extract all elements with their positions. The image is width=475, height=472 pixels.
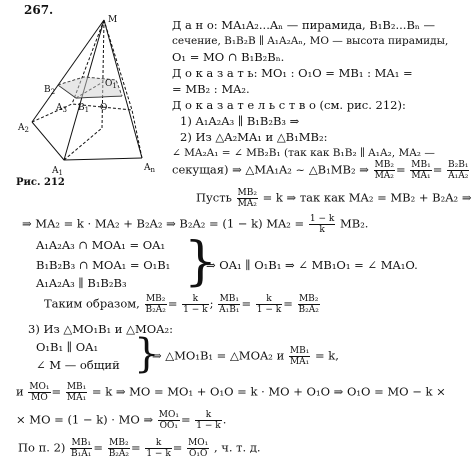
label-A2: $A_2$ — [18, 123, 29, 134]
step-2c: секущая) ⇒ △MA₁A₂ ~ △B₁MB₂ ⇒ $\frac{\text{MB₂}}{\text{MA₂}}$ = $\frac{\text{MB₁}}{\text{MA₁}}$ = $\frac{\text{B₂B₁}}{\text{A₁A₂}}$ — [172, 160, 469, 181]
edge-MA2 — [32, 20, 104, 122]
step-3: 3) Из △MO₁B₁ и △MOA₂: — [28, 322, 173, 336]
pyramid-figure — [4, 10, 169, 180]
sys1-result: ⇒ OA₁ ∥ O₁B₁ ⇒ ∠ MB₁O₁ = ∠ MA₁O. — [206, 258, 418, 272]
proof-heading: Д о к а з а т е л ь с т в о (см. рис. 212): — [172, 98, 406, 112]
thus-line: Таким образом, $\frac{\text{MB₂}}{\text{B₂A₂}}$ = $\frac{k}{1 - k}$ ; $\frac{\text{MB₁}}{\text{A₁B₁}}$ = $\frac{k}{1 - k}$ = $\frac{\text{MB₂}}{\text{B₂A₂}}$ — [44, 294, 319, 315]
sys2-a: O₁B₁ ∥ OA₁ — [36, 340, 99, 354]
step-2b: ∠ MA₂A₁ = ∠ MB₂B₁ (так как B₁B₂ ∥ A₁A₂, MA₂ — — [172, 147, 435, 159]
label-A1: $A_1$ — [52, 166, 63, 177]
final-line: По п. 2) $\frac{\text{MB₁}}{\text{B₁A₁}}$ = $\frac{\text{MB₂}}{\text{B₂A₂}}$ = $\frac{k}{1 - k}$ = $\frac{\text{MO₁}}{\text{O₁O}}$ , ч. т. д. — [18, 438, 261, 459]
line-last1: × MO = (1 − k) · MO ⇒ $\frac{\text{MO₁}}{\text{OO₁}}$ = $\frac{k}{1 - k}$ . — [16, 410, 227, 431]
figure-caption: Рис. 212 — [16, 177, 65, 188]
prove-line-2: = MB₂ : MA₂. — [172, 82, 250, 96]
label-B1: $B_1$ — [78, 103, 90, 114]
label-O: O — [100, 103, 108, 113]
given-line-1: Д а н о: MA₁A₂...Aₙ — пирамида, B₁B₂...Bₙ — — [172, 18, 436, 32]
given-line-3: O₁ = MO ∩ B₁B₂Bₙ. — [172, 50, 285, 64]
brace-1: } — [184, 232, 218, 292]
line-mo: и $\frac{\text{MO₁}}{MO}$ = $\frac{\text{MB₁}}{\text{MA₁}}$ = k ⇒ MO = MO₁ + O₁O = k · MO + O₁O ⇒ O₁O = MO − k × — [16, 382, 446, 403]
base-front — [32, 122, 142, 160]
sys1-a: A₁A₂A₃ ∩ MOA₁ = OA₁ — [36, 238, 166, 252]
given-line-2: сечение, B₁B₂B ∥ A₁A₂Aₙ, MO — высота пирамиды, — [172, 35, 449, 47]
sys1-c: A₁A₂A₃ ∥ B₁B₂B₃ — [36, 276, 127, 290]
label-M: M — [108, 15, 118, 25]
let-line: Пусть $\frac{\text{MB₂}}{\text{MA₂}}$ = k ⇒ так как MA₂ = MB₂ + B₂A₂ ⇒ — [196, 188, 472, 209]
step-2: 2) Из △A₂MA₁ и △B₁MB₂: — [180, 130, 328, 144]
label-A3: $A_3$ — [56, 103, 67, 114]
base-diag — [64, 128, 102, 160]
label-An: $A_n$ — [144, 163, 156, 174]
sys2-b: ∠ M — общий — [36, 358, 120, 372]
line-k1: ⇒ MA₂ = k · MA₂ + B₂A₂ ⇒ B₂A₂ = (1 − k) MA₂ = $\frac{1 - k}{k}$ MB₂. — [22, 214, 369, 235]
brace-2: } — [134, 331, 160, 377]
sys2-result: ⇒ △MO₁B₁ = △MOA₂ и $\frac{\text{MB₁}}{\text{MA₁}}$ = k, — [152, 346, 339, 367]
label-O1: $O_1$ — [105, 79, 117, 90]
problem-number: 267. — [24, 3, 54, 17]
sys1-b: B₁B₂B₃ ∩ MOA₁ = O₁B₁ — [36, 258, 171, 272]
label-B2: $B_2$ — [44, 85, 56, 96]
prove-line-1: Д о к а з а т ь: MO₁ : O₁O = MB₁ : MA₁ = — [172, 66, 413, 80]
step-1: 1) A₁A₂A₃ ∥ B₁B₂B₃ ⇒ — [180, 114, 300, 128]
